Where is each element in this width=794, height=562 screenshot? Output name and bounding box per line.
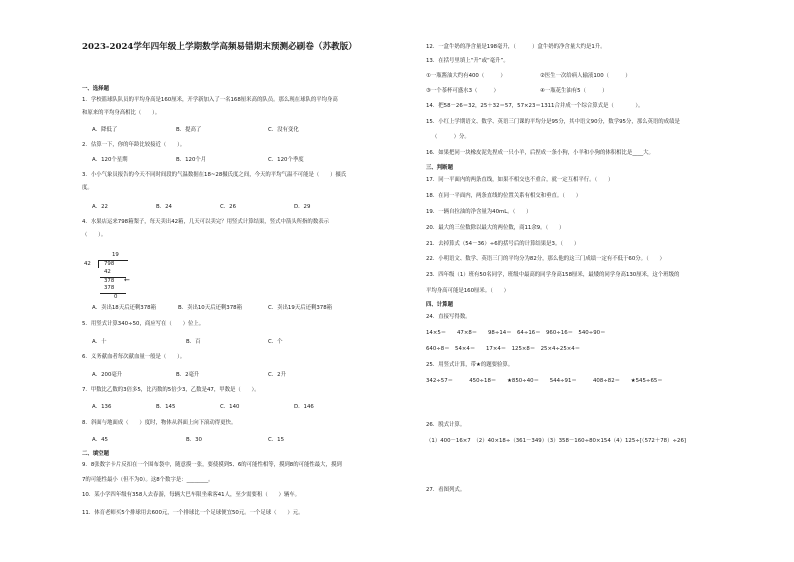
division-step-1: 42 [104, 269, 111, 275]
question-line: 18．在同一平面内，两条直线的位置关系有相交和垂直。（ ） [426, 193, 582, 199]
question-line: A．22 [92, 204, 108, 210]
question-line: 20．最大的三位数除以最大的两位数，商11余9。（ ） [426, 225, 565, 231]
question-line: B．百 [186, 339, 201, 345]
question-line: 2．估算一下，你的年龄比较接近（ ）。 [82, 142, 186, 148]
division-divisor: 42 [84, 261, 91, 267]
question-line: 15．小红上学期语文、数学、英语三门课的平均分是95分，其中语文90分，数学95分，那么英语的成绩是 [426, 119, 680, 125]
division-remainder: 0 [114, 294, 118, 300]
question-line: C．15 [268, 437, 285, 443]
section-heading: 二、填空题 [82, 451, 109, 457]
question-line: 26．脱式计算。 [426, 422, 466, 428]
question-line: A．卖出18天后还剩378箱 [92, 305, 156, 311]
question-line: B．2毫升 [176, 372, 200, 378]
long-division [84, 248, 144, 300]
question-line: C．没有变化 [268, 127, 299, 133]
question-line: B．120个月 [176, 157, 207, 163]
question-line: 21．去掉算式（54－36）÷6的括号后的计算结果是3。（ ） [426, 241, 580, 247]
question-line: 27．看图列式。 [426, 487, 466, 493]
question-line: 8．斜面与地面成（ ）度时，物体从斜面上向下滚动得更快。 [82, 420, 237, 426]
question-line: B．卖出10天后还剩378箱 [178, 305, 242, 311]
question-line: 3．小小气象员报告的今天不同时间段的气温数据在18~28摄氏度之间，今天的平均气温不可能是（ ）摄氏 [82, 172, 347, 178]
question-line: A．十 [92, 339, 107, 345]
question-line: （ ）分。 [432, 134, 470, 140]
division-bracket [98, 260, 99, 268]
division-dividend: 798 [104, 261, 115, 267]
question-line: ③一个茶杯可盛水3（ ） [426, 88, 499, 94]
question-line: 17．同一平面内的两条直线，如果不相交也不重合，就一定互相平行。（ ） [426, 177, 614, 183]
question-line: 7．甲数比乙数的3倍多5，比丙数的5倍少3，乙数是47，甲数是（ ）。 [82, 387, 260, 393]
question-line: A．200毫升 [92, 372, 123, 378]
question-line: A．120个星期 [92, 157, 128, 163]
section-heading: 一、选择题 [82, 86, 109, 92]
page-title: 2023-2024学年四年级上学期数学高频易错期末预测必刷卷（苏教版） [82, 42, 357, 52]
question-line: A．136 [92, 404, 112, 410]
question-line: D．146 [294, 404, 314, 410]
question-line: 10．某小学四年级有358人去春游，每辆大巴车限坐乘客41人，至少需要租（ ）辆车。 [82, 492, 301, 498]
question-line: 14×5＝ 47×8＝ 98÷14＝ 64÷16＝ 960÷16＝ 540÷90＝ [426, 330, 606, 336]
division-step-2: 378 [104, 278, 115, 284]
question-line: ②医生一次给病人输液100（ ） [540, 73, 631, 79]
question-line: 12．一盒牛奶的净含量是198毫升，（ ）盒牛奶的净含量大约是1升。 [426, 44, 606, 50]
question-line: 19．一辆自拉油的净含量为40mL。（ ） [426, 209, 532, 215]
question-line: 16．如果把同一块橡皮泥先捏成一只小羊，后捏成一条小狗，小羊和小狗的体积相比是____大。 [426, 150, 654, 156]
question-line: 4．水果店运来798箱梨子，每天卖出42箱，几天可以卖完？用竖式计算结果，竖式中箭头所指的数表示 [82, 219, 329, 225]
question-line: ④一瓶花生油有5（ ） [540, 88, 608, 94]
question-line: 平均身高可能是160厘米。（ ） [426, 288, 510, 294]
question-line: C．卖出19天后还剩378箱 [268, 305, 333, 311]
question-line: 24．直接写得数。 [426, 314, 471, 320]
question-line: 11．体育老师买5个排球用去600元，一个排球比一个足球便宜50元。一个足球（ ）元。 [82, 510, 304, 516]
question-line: 6．义务献血者每次献血量一般是（ ）。 [82, 354, 186, 360]
section-heading: 三、判断题 [426, 165, 453, 171]
question-line: 13．在括号里填上“升”或“毫升”。 [426, 58, 509, 64]
question-line: C．140 [220, 404, 240, 410]
question-line: 14．把58－26＝32，25＋32＝57，57×23＝1311合并成一个综合算式是（ ）。 [426, 103, 644, 109]
question-line: B．提高了 [176, 127, 202, 133]
question-line: A．降低了 [92, 127, 118, 133]
question-line: B．24 [156, 204, 172, 210]
question-line: 度。 [82, 185, 93, 191]
question-line: C．个 [268, 339, 283, 345]
section-heading: 四、计算题 [426, 302, 453, 308]
question-line: 342÷57＝ 450÷18＝ ★850÷40＝ 544÷91＝ 408÷82＝ ★545÷65＝ [426, 378, 663, 384]
question-line: B．30 [186, 437, 202, 443]
question-line: ①一瓶酱油大约有400（ ） [426, 73, 506, 79]
question-line: C．26 [220, 204, 237, 210]
division-quotient: 19 [112, 252, 119, 258]
question-line: 7的可能性最小（但不为0）。这8个数字是：________。 [82, 477, 214, 483]
question-line: C．120个季度 [268, 157, 304, 163]
question-line: 25．用竖式计算，带★的题要验算。 [426, 362, 514, 368]
division-step-3: 378 [104, 285, 115, 291]
question-line: A．45 [92, 437, 108, 443]
question-line: 和原来的平均身高相比（ ）。 [82, 110, 161, 116]
question-line: （1）400－16×7 （2）40×18÷（361－349）（3）358－160÷80×154（4）125÷[（572＋78）÷26] [426, 438, 686, 444]
arrow-left-icon: ← [124, 276, 130, 284]
question-line: （ ）。 [82, 232, 107, 238]
question-line: B．145 [156, 404, 176, 410]
question-line: 640÷8＝ 54×4＝ 17×4＝ 125×8＝ 25×4÷25×4＝ [426, 346, 581, 352]
question-line: 1．学校篮球队队员的平均身高是160厘米，开学新加入了一名168厘米高的队员。那么现在球队的平均身高 [82, 97, 338, 103]
question-line: D．29 [294, 204, 311, 210]
question-line: 5．用竖式计算340÷50，商应写在（ ）位上。 [82, 321, 205, 327]
question-line: 22．小明语文、数学、英语三门的平均分为82分，那么他的这三门成绩一定有不低于60分。（ ） [426, 256, 665, 262]
question-line: 23．四年级（1）班有50名同学，班级中最高的同学身高158厘米，最矮的同学身高130厘米，这个班级的 [426, 272, 680, 278]
question-line: C．2升 [268, 372, 286, 378]
question-line: 9．8张数字卡片反扣在一个围布袋中，随意摸一张，要使摸到5、6的可能性相等，摸到8的可能性最大，摸到 [82, 462, 342, 468]
